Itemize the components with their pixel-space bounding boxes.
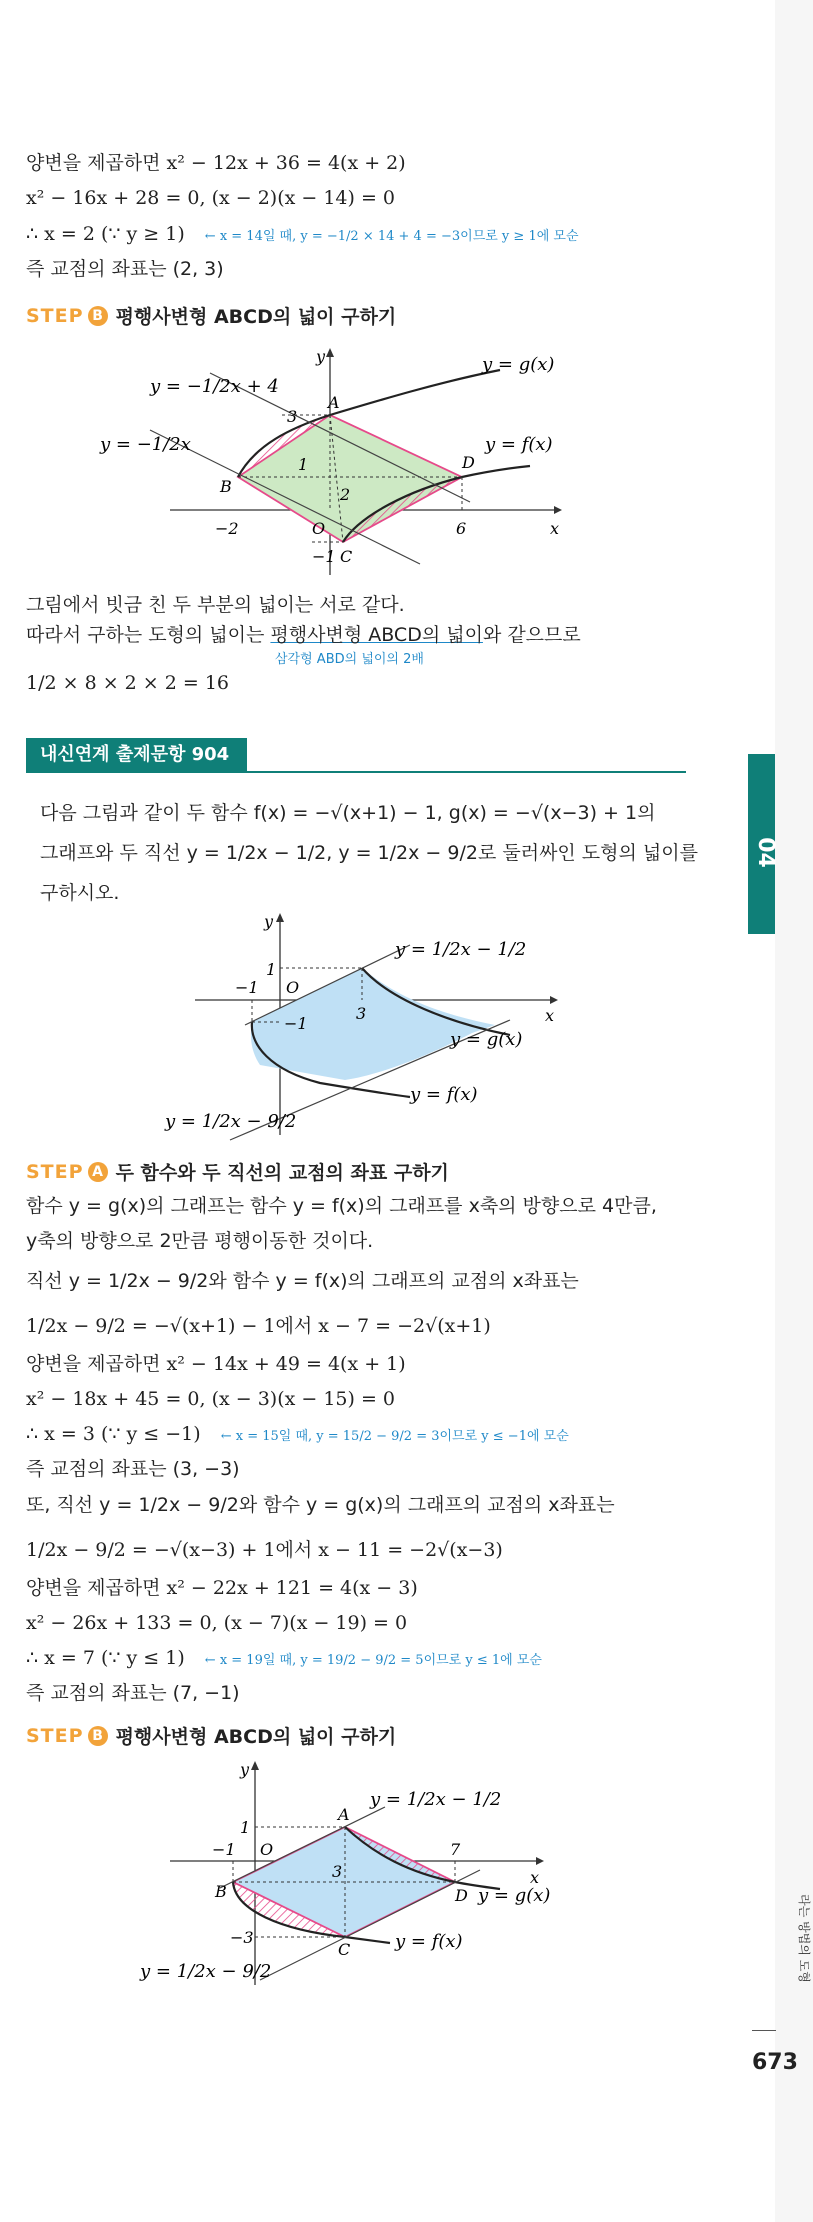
step-title: 평행사변형 ABCD의 넓이 구하기 (115, 306, 397, 328)
step-tag: STEP (26, 1724, 84, 1747)
tick-3: 3 (356, 1004, 367, 1023)
solution-line-2: y축의 방향으로 2만큼 평행이동한 것이다. (26, 1230, 374, 1252)
step-b-heading (26, 302, 396, 329)
x-axis-arrow (536, 1857, 544, 1865)
tick-1: 1 (266, 960, 277, 979)
tick-neg2: −2 (215, 519, 239, 538)
y-axis-arrow (326, 348, 334, 357)
solution-line-4: 1/2x − 9/2 = −√(x+1) − 1에서 x − 7 = −2√(x+1) (26, 1315, 491, 1337)
point-d: D (462, 453, 475, 472)
point-a: A (338, 1805, 350, 1824)
banner-rule (26, 771, 686, 773)
problem-line-1: 다음 그림과 같이 두 함수 f(x) = −√(x+1) − 1, g(x) = −√(x−3) + 1의 (40, 802, 656, 824)
point-b: B (215, 1882, 227, 1901)
tick-3: 3 (332, 1862, 343, 1881)
label-line-top: y = −1/2x + 4 (150, 376, 279, 397)
step-circle: B (88, 306, 108, 326)
point-a: A (328, 393, 340, 412)
page-number: 673 (752, 2050, 798, 2075)
label-x-axis: x (545, 1006, 555, 1025)
label-g: y = g(x) (478, 1885, 551, 1906)
chapter-side-label: 라는 방법의 도형 (796, 1894, 811, 1983)
step-circle: A (88, 1162, 108, 1182)
tick-neg1-y: −1 (284, 1014, 308, 1033)
x-axis-arrow (550, 996, 558, 1004)
tick-neg3: −3 (230, 1928, 254, 1947)
tick-neg1: −1 (312, 547, 336, 566)
problem-line-3: 구하시오. (40, 882, 120, 904)
point-b: B (220, 477, 232, 496)
chapter-side-tab (748, 754, 778, 934)
label-f: y = f(x) (485, 434, 553, 455)
tick-neg1-x: −1 (235, 978, 259, 997)
label-x-axis: x (550, 519, 560, 538)
eq-quadratic: x² − 16x + 28 = 0, (x − 2)(x − 14) = 0 (26, 187, 395, 209)
tick-1: 1 (240, 1818, 251, 1837)
parallelogram-abcd (238, 415, 462, 542)
label-line-2: y = 1/2x − 9/2 (165, 1111, 297, 1132)
intersection-result: 즉 교점의 좌표는 (2, 3) (26, 258, 224, 280)
label-origin: O (286, 978, 300, 997)
solution-line-10: 1/2x − 9/2 = −√(x−3) + 1에서 x − 11 = −2√(x−3) (26, 1539, 503, 1561)
label-g: y = g(x) (450, 1029, 523, 1050)
label-line-left: y = −1/2x (100, 434, 191, 455)
solution-line-14: 즉 교점의 좌표는 (7, −1) (26, 1682, 240, 1704)
label-y-axis: y (316, 347, 326, 366)
graph-3 (110, 1755, 590, 1990)
label-x-axis: x (530, 1868, 540, 1887)
tick-6: 6 (456, 519, 467, 538)
tick-1: 1 (298, 455, 309, 474)
label-f: y = f(x) (410, 1084, 478, 1105)
label-f: y = f(x) (395, 1931, 463, 1952)
eq-solution-x (26, 221, 579, 250)
label-y-axis: y (264, 912, 274, 931)
point-d: D (455, 1886, 468, 1905)
tick-2: 2 (340, 485, 351, 504)
side-rule (752, 2030, 776, 2031)
step-circle: B (88, 1726, 108, 1746)
solution-line-3: 직선 y = 1/2x − 9/2와 함수 y = f(x)의 그래프의 교점의 x좌표는 (26, 1270, 579, 1292)
tick-3: 3 (287, 407, 298, 426)
solution-line-6: x² − 18x + 45 = 0, (x − 3)(x − 15) = 0 (26, 1388, 395, 1410)
area-conclusion-a: 따라서 구하는 도형의 넓이는 (26, 624, 271, 646)
solution-line-1: 함수 y = g(x)의 그래프는 함수 y = f(x)의 그래프를 x축의 방향으로 4만큼, (26, 1195, 657, 1217)
y-axis-arrow (276, 913, 284, 922)
contradiction-note: ← x = 14일 때, y = −1/2 × 14 + 4 = −3이므로 y ≥ 1에 모순 (204, 229, 579, 244)
step-title: 평행사변형 ABCD의 넓이 구하기 (115, 1726, 397, 1748)
point-c: C (338, 1940, 351, 1959)
area-conclusion (26, 622, 581, 648)
area-conclusion-c: 와 같으므로 (482, 624, 581, 646)
solution-line-12: x² − 26x + 133 = 0, (x − 7)(x − 19) = 0 (26, 1612, 408, 1634)
label-origin: O (312, 519, 326, 538)
step-a-heading (26, 1158, 449, 1185)
step-tag: STEP (26, 1160, 84, 1183)
solution-line-5: 양변을 제곱하면 x² − 14x + 49 = 4(x + 1) (26, 1353, 406, 1375)
graph-2 (150, 905, 590, 1140)
eq-solution-text: ∴ x = 2 (∵ y ≥ 1) (26, 223, 185, 245)
step-title: 두 함수와 두 직선의 교점의 좌표 구하기 (115, 1162, 449, 1184)
problem-banner: 내신연계 출제문항 904 (26, 738, 247, 772)
solution-line-8: 즉 교점의 좌표는 (3, −3) (26, 1458, 240, 1480)
solution-line-11: 양변을 제곱하면 x² − 22x + 121 = 4(x − 3) (26, 1577, 418, 1599)
y-axis-arrow (251, 1761, 259, 1770)
tick-neg1: −1 (212, 1840, 236, 1859)
triangle-note: 삼각형 ABD의 넓이의 2배 (275, 652, 424, 667)
solution-line-13-text: ∴ x = 7 (∵ y ≤ 1) (26, 1647, 185, 1669)
contradiction-note-1: ← x = 15일 때, y = 15/2 − 9/2 = 3이므로 y ≤ −1에 모순 (220, 1429, 569, 1444)
problem-line-2: 그래프와 두 직선 y = 1/2x − 1/2, y = 1/2x − 9/2로 둘러싸인 도형의 넓이를 (40, 842, 698, 864)
hatched-equal-text: 그림에서 빗금 친 두 부분의 넓이는 서로 같다. (26, 594, 405, 616)
contradiction-note-2: ← x = 19일 때, y = 19/2 − 9/2 = 5이므로 y ≤ 1에 모순 (204, 1653, 542, 1668)
label-line-2: y = 1/2x − 9/2 (140, 1961, 272, 1982)
area-conclusion-b: 평행사변형 ABCD의 넓이 (270, 624, 483, 646)
label-g: y = g(x) (482, 354, 555, 375)
eq-square-both-sides: 양변을 제곱하면 x² − 12x + 36 = 4(x + 2) (26, 152, 406, 174)
chapter-number: 04 (752, 837, 778, 868)
point-c: C (340, 547, 353, 566)
graph-1 (90, 340, 590, 590)
step-b2-heading (26, 1722, 396, 1749)
tick-7: 7 (450, 1840, 461, 1859)
label-line-1: y = 1/2x − 1/2 (370, 1789, 502, 1810)
label-origin: O (260, 1840, 274, 1859)
label-line-1: y = 1/2x − 1/2 (395, 939, 527, 960)
solution-line-7 (26, 1421, 569, 1450)
label-y-axis: y (240, 1760, 250, 1779)
solution-line-9: 또, 직선 y = 1/2x − 9/2와 함수 y = g(x)의 그래프의 교점의 x좌표는 (26, 1494, 615, 1516)
x-axis-arrow (554, 506, 562, 514)
area-calc: 1/2 × 8 × 2 × 2 = 16 (26, 672, 230, 694)
solution-line-13 (26, 1645, 542, 1674)
step-tag: STEP (26, 304, 84, 327)
solution-line-7-text: ∴ x = 3 (∵ y ≤ −1) (26, 1423, 201, 1445)
